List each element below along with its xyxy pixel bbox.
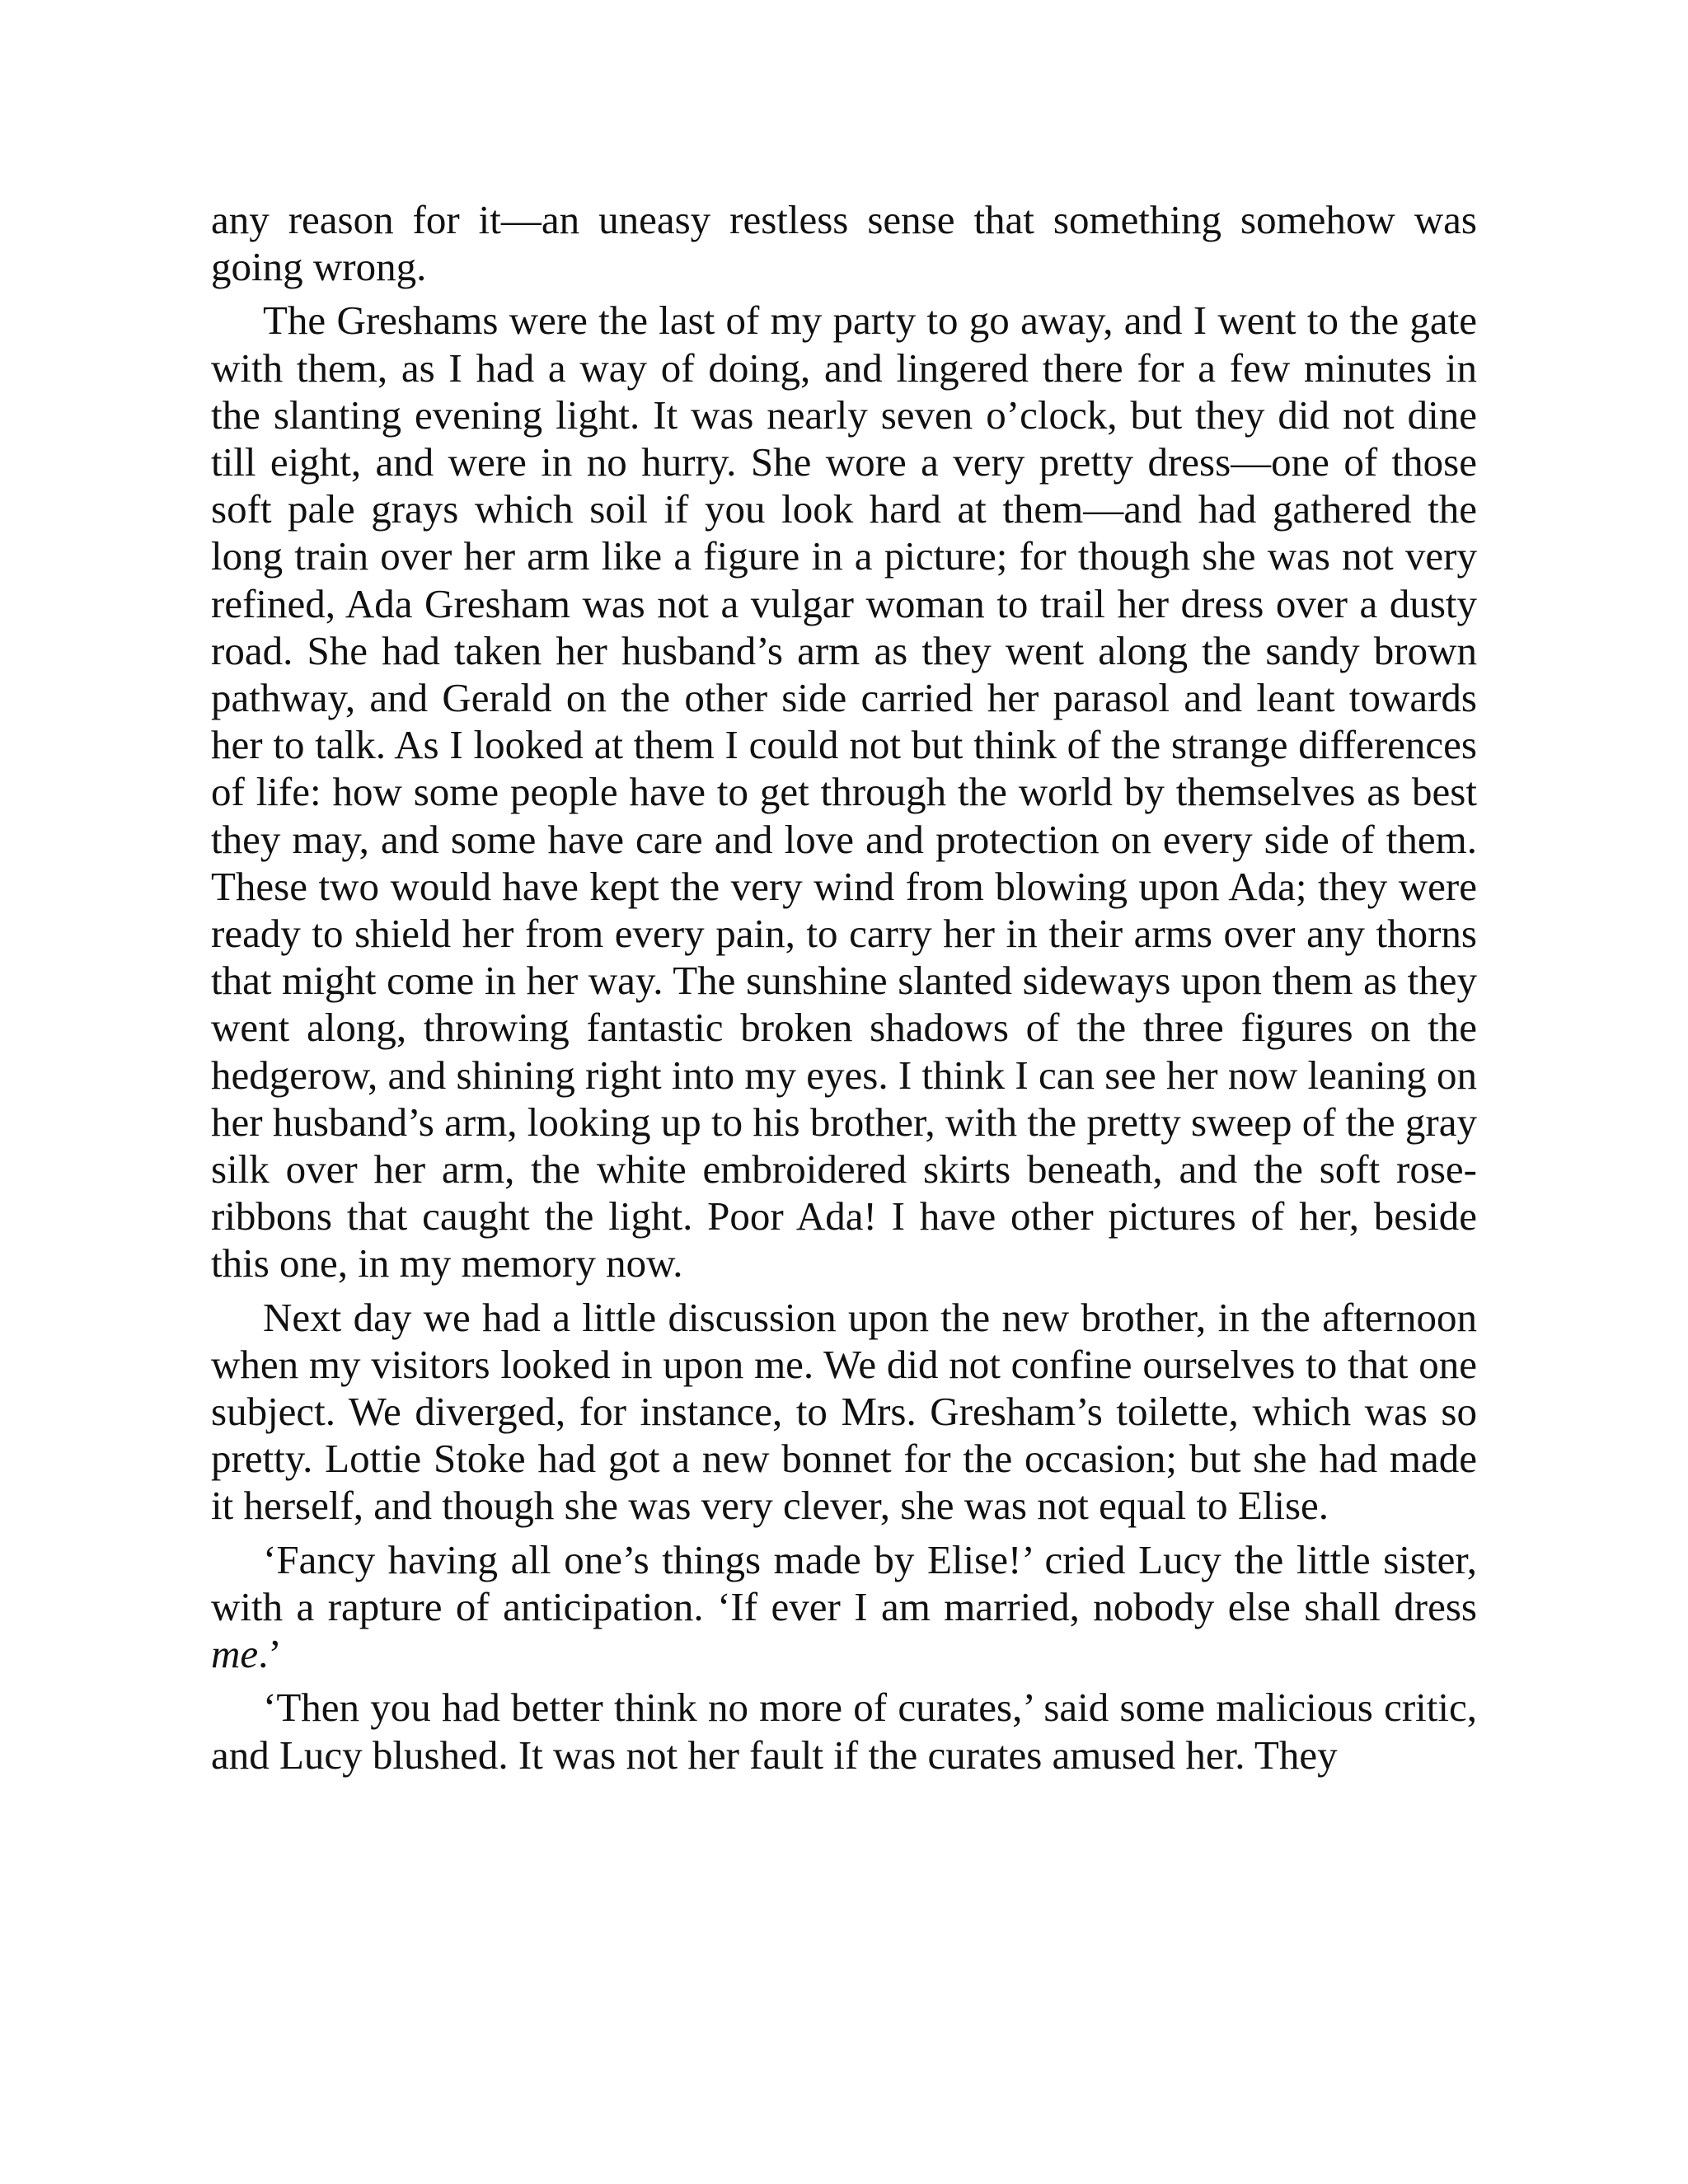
paragraph-2: The Greshams were the last of my party to go away, and I went to the gate with them, as I had a way of doing, and lingered there for a few minutes in the slanting evening light. It was nearly seven o’clock, but they did not dine till eight, and were in no hurry. She wore a very pretty dress—one of those soft pale grays which soil if you look hard at them—and had gathered the long train over her arm like a figure in a picture; for though she was not very refined, Ada Gresham was not a vulgar woman to trail her dress over a dusty road. She had taken her husband’s arm as they went along the sandy brown pathway, and Gerald on the other side carried her parasol and leant towards her to talk. As I looked at them I could not but think of the strange differences of life: how some people have to get through the world by themselves as best they may, and some have care and love and protection on every side of them. These two would have kept the very wind from blowing upon Ada; they were ready to shield her from every pain, to carry her in their arms over any thorns that might come in her way. The sunshine slanted sideways upon them as they went along, throwing fantastic broken shadows of the three figures on the hedgerow, and shining right into my eyes. I think I can see her now leaning on her husband’s arm, looking up to his brother, with the pretty sweep of the gray silk over her arm, the white embroidered skirts beneath, and the soft rose-ribbons that caught the light. Poor Ada! I have other pictures of her, beside this one, in my memory now. — [211, 298, 1477, 1286]
paragraph-4-text: ‘Fancy having all one’s things made by Elise!’ cried Lucy the little sister, with a rapture of anticipation. ‘If ever I am married, nobody else shall dress — [211, 1536, 1477, 1629]
paragraph-4 — [211, 1536, 1477, 1678]
paragraph-5: ‘Then you had better think no more of curates,’ said some malicious critic, and Lucy blushed. It was not her fault if the curates amused her. They — [211, 1685, 1477, 1778]
paragraph-4-ending: .’ — [258, 1631, 282, 1677]
paragraph-1: any reason for it—an uneasy restless sense that something somehow was going wrong. — [211, 197, 1477, 290]
page-text-block — [211, 196, 1477, 1785]
paragraph-3: Next day we had a little discussion upon the new brother, in the afternoon when my visitors looked in upon me. We did not confine ourselves to that one subject. We diverged, for instance, to Mrs. Gresham’s toilette, which was so pretty. Lottie Stoke had got a new bonnet for the occasion; but she had made it herself, and though she was very clever, she was not equal to Elise. — [211, 1294, 1477, 1529]
paragraph-4-emphasis: me — [211, 1631, 259, 1677]
